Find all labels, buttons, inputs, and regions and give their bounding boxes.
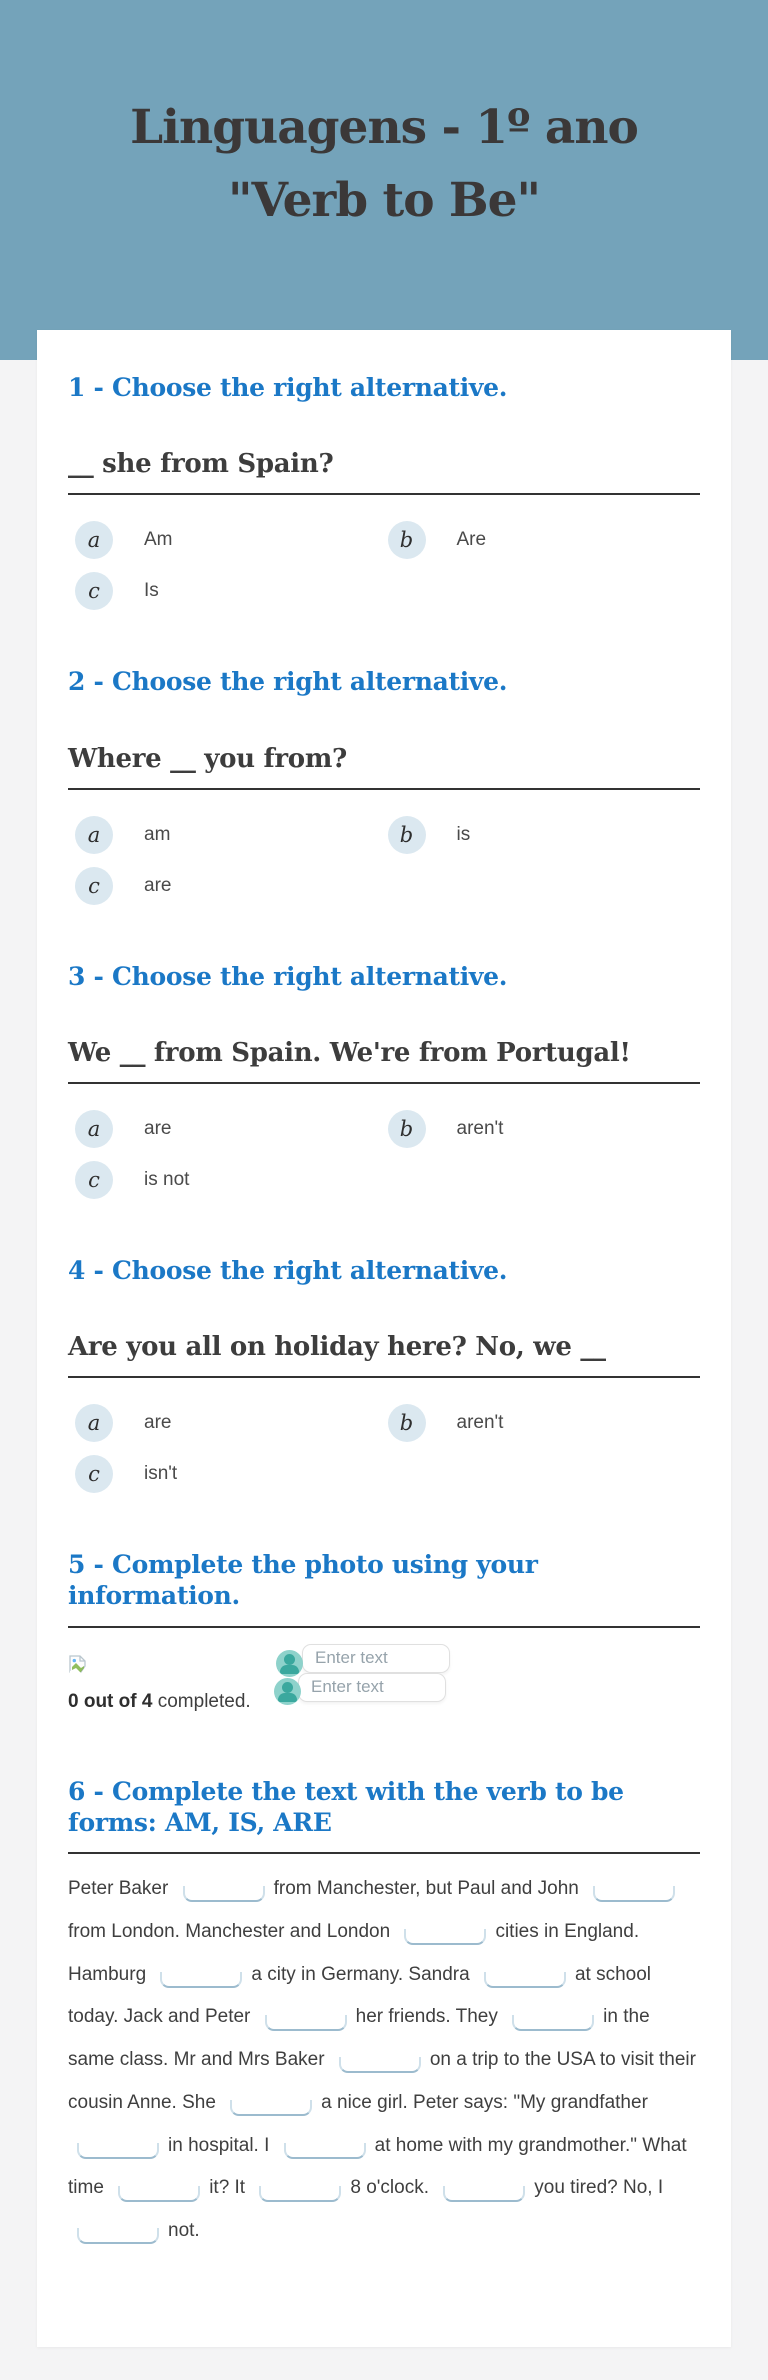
fill-blank-input[interactable] bbox=[443, 2186, 525, 2202]
fill-text: from London. Manchester and London bbox=[68, 1920, 396, 1942]
fill-blank-input[interactable] bbox=[230, 2100, 312, 2116]
option-label: isn't bbox=[144, 1463, 178, 1484]
option-letter-badge[interactable]: b bbox=[388, 816, 426, 854]
divider bbox=[68, 788, 700, 790]
question-prompt: We __ from Spain. We're from Portugal! bbox=[68, 1037, 631, 1068]
option-label: is not bbox=[144, 1168, 190, 1190]
fill-blank-input[interactable] bbox=[404, 1929, 486, 1945]
question-block-1 bbox=[68, 372, 700, 610]
divider bbox=[68, 1376, 700, 1378]
option-label: aren't bbox=[456, 1117, 504, 1139]
option-c[interactable] bbox=[75, 572, 388, 610]
option-letter-badge[interactable]: c bbox=[75, 572, 113, 610]
fill-text: her friends. They bbox=[355, 2006, 504, 2028]
progress-count: 0 out of 4 bbox=[68, 1690, 153, 1712]
option-letter-badge[interactable]: c bbox=[75, 1455, 113, 1493]
fill-text: cities in England. Hamburg bbox=[68, 1920, 640, 1985]
fill-text: at home with my grandmother." What time bbox=[68, 2134, 687, 2199]
fill-text: from Manchester, but Paul and John bbox=[273, 1878, 585, 1899]
fill-blank-input[interactable] bbox=[77, 2228, 159, 2244]
fill-blank-input[interactable] bbox=[265, 2015, 347, 2031]
fill-text-paragraph bbox=[68, 1868, 700, 2253]
person-pin-icon[interactable] bbox=[276, 1650, 303, 1677]
option-b[interactable] bbox=[388, 521, 701, 559]
question-block-4 bbox=[68, 1255, 700, 1493]
fill-blank-input[interactable] bbox=[484, 1972, 566, 1988]
question-heading: 3 - Choose the right alternative. bbox=[68, 961, 508, 991]
option-label: are bbox=[144, 874, 172, 896]
option-label: is bbox=[456, 823, 471, 845]
divider bbox=[68, 1626, 700, 1628]
option-c[interactable] bbox=[75, 867, 388, 905]
photo-placeholder bbox=[68, 1654, 251, 1713]
option-b[interactable] bbox=[388, 1404, 701, 1442]
fill-blank-input[interactable] bbox=[183, 1886, 265, 1902]
question-heading: 2 - Choose the right alternative. bbox=[68, 667, 508, 697]
fill-blank-input[interactable] bbox=[118, 2186, 200, 2202]
progress-rest: completed. bbox=[152, 1690, 251, 1712]
options-grid bbox=[68, 1404, 700, 1493]
fill-text: in the same class. Mr and Mrs Baker bbox=[68, 2006, 650, 2070]
option-letter-badge[interactable]: a bbox=[75, 816, 113, 854]
option-letter-badge[interactable]: c bbox=[75, 867, 113, 905]
question-block-3 bbox=[68, 961, 700, 1199]
option-letter-badge[interactable]: b bbox=[388, 1110, 426, 1148]
fill-text: Peter Baker bbox=[68, 1878, 174, 1899]
fill-blank-input[interactable] bbox=[512, 2015, 594, 2031]
question-prompt: Are you all on holiday here? No, we __ bbox=[68, 1332, 606, 1362]
option-letter-badge[interactable]: b bbox=[388, 1404, 426, 1442]
page-title: Linguagens - 1º ano "Verb to Be" bbox=[130, 100, 638, 228]
option-label: are bbox=[144, 1117, 172, 1139]
fill-text: in hospital. I bbox=[168, 2134, 275, 2156]
photo-pins-cluster bbox=[276, 1646, 516, 1716]
fill-text: a city in Germany. Sandra bbox=[251, 1963, 475, 1985]
worksheet-card bbox=[37, 330, 731, 2347]
options-grid bbox=[68, 1110, 700, 1199]
broken-image-icon bbox=[68, 1654, 88, 1681]
question-heading: 5 - Complete the photo using your information. bbox=[68, 1550, 538, 1611]
text-entry-input-1[interactable] bbox=[302, 1644, 450, 1673]
divider bbox=[68, 1852, 700, 1854]
fill-text: on a trip to the USA to visit their cousin Anne. She bbox=[68, 2049, 696, 2113]
option-b[interactable] bbox=[388, 816, 701, 854]
option-a[interactable] bbox=[75, 1110, 388, 1148]
option-label: aren't bbox=[456, 1412, 504, 1433]
option-a[interactable] bbox=[75, 521, 388, 559]
question-block-5 bbox=[68, 1549, 700, 1736]
option-letter-badge[interactable]: b bbox=[388, 521, 426, 559]
worksheet-header bbox=[0, 0, 768, 360]
fill-text: you tired? No, I bbox=[534, 2177, 664, 2199]
options-grid bbox=[68, 816, 700, 905]
option-a[interactable] bbox=[75, 1404, 388, 1442]
question-heading: 6 - Complete the text with the verb to be forms: AM, IS, ARE bbox=[68, 1776, 624, 1837]
fill-text: 8 o'clock. bbox=[350, 2177, 435, 2199]
person-pin-icon[interactable] bbox=[274, 1678, 301, 1705]
option-letter-badge[interactable]: a bbox=[75, 1110, 113, 1148]
question-heading: 4 - Choose the right alternative. bbox=[68, 1255, 508, 1285]
question-block-2 bbox=[68, 666, 700, 904]
divider bbox=[68, 1082, 700, 1084]
fill-blank-input[interactable] bbox=[259, 2186, 341, 2202]
option-label: are bbox=[144, 1412, 172, 1433]
fill-text: it? It bbox=[209, 2177, 251, 2199]
question-prompt: __ she from Spain? bbox=[68, 449, 334, 480]
fill-text: not. bbox=[168, 2220, 200, 2241]
fill-blank-input[interactable] bbox=[77, 2143, 159, 2159]
option-label: Am bbox=[144, 529, 173, 551]
divider bbox=[68, 493, 700, 495]
option-label: Is bbox=[144, 580, 159, 602]
option-letter-badge[interactable]: a bbox=[75, 1404, 113, 1442]
fill-blank-input[interactable] bbox=[284, 2143, 366, 2159]
option-label: Are bbox=[456, 529, 487, 551]
fill-text: at school today. Jack and Peter bbox=[68, 1963, 651, 2028]
fill-blank-input[interactable] bbox=[160, 1972, 242, 1988]
question-prompt: Where __ you from? bbox=[68, 743, 347, 774]
photo-widget bbox=[68, 1644, 700, 1736]
option-c[interactable] bbox=[75, 1161, 388, 1199]
options-grid bbox=[68, 521, 700, 610]
option-letter-badge[interactable]: c bbox=[75, 1161, 113, 1199]
option-a[interactable] bbox=[75, 816, 388, 854]
option-label: am bbox=[144, 823, 171, 845]
fill-blank-input[interactable] bbox=[593, 1886, 675, 1902]
text-entry-input-2[interactable] bbox=[298, 1673, 446, 1702]
option-b[interactable] bbox=[388, 1110, 701, 1148]
fill-blank-input[interactable] bbox=[339, 2057, 421, 2073]
option-c[interactable] bbox=[75, 1455, 388, 1493]
progress-text bbox=[68, 1691, 251, 1713]
question-block-6 bbox=[68, 1776, 700, 2253]
option-letter-badge[interactable]: a bbox=[75, 521, 113, 559]
fill-text: a nice girl. Peter says: "My grandfather bbox=[321, 2091, 648, 2113]
question-heading: 1 - Choose the right alternative. bbox=[68, 373, 508, 402]
